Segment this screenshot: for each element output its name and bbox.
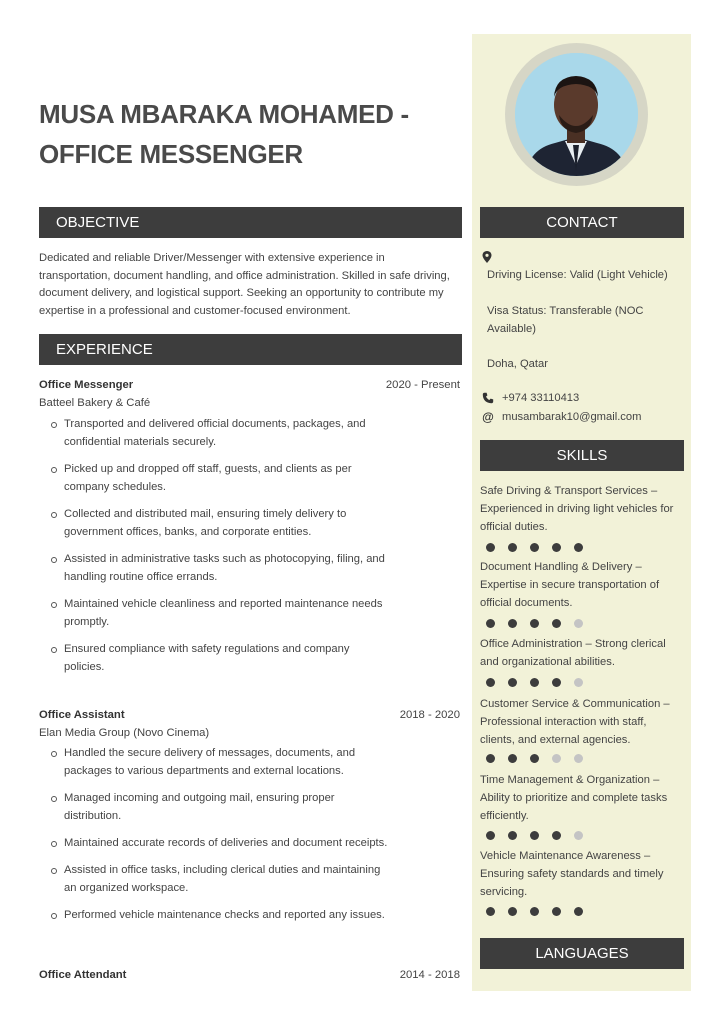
- map-pin-icon: [482, 251, 492, 263]
- rating-dot-empty: [574, 831, 583, 840]
- phone-icon: [480, 391, 496, 405]
- skill-description: Customer Service & Communication – Professional interaction with staff, clients, and external agencies.: [480, 698, 670, 746]
- contact-heading: CONTACT: [480, 207, 684, 238]
- visa-status-text: Visa Status: Transferable (NOC Available): [487, 305, 644, 335]
- page-title: [39, 94, 459, 174]
- rating-dot-filled: [552, 678, 561, 687]
- job-title: Office Attendant: [39, 969, 127, 981]
- job-company: Batteel Bakery & Café: [39, 397, 151, 409]
- email-text[interactable]: musambarak10@gmail.com: [502, 411, 642, 423]
- rating-dot-filled: [486, 907, 495, 916]
- rating-dot-filled: [486, 678, 495, 687]
- rating-dot-filled: [574, 543, 583, 552]
- phone-row: [480, 391, 579, 405]
- skill-description: Time Management & Organization – Ability to prioritize and complete tasks efficiently.: [480, 774, 668, 822]
- job-company: Elan Media Group (Novo Cinema): [39, 727, 210, 739]
- job-dates: 2018 - 2020: [399, 709, 460, 721]
- rating-dot-filled: [552, 543, 561, 552]
- list-item: Maintained accurate records of deliveries and document receipts.: [64, 834, 389, 852]
- job-title: Office Messenger: [39, 379, 134, 391]
- objective-text: Dedicated and reliable Driver/Messenger with extensive experience in transportation, document handling, and office administration. Skilled in safe driving, document delivery, and logistical support. Seeking an opportunity to contribute my expertise in a professional and customer-focused environment.: [39, 252, 450, 317]
- rating-dot-filled: [530, 678, 539, 687]
- rating-dot-filled: [508, 907, 517, 916]
- skill-rating: [486, 754, 596, 763]
- name-line-1: MUSA MBARAKA MOHAMED -: [39, 99, 409, 129]
- list-item: Picked up and dropped off staff, guests, and clients as per company schedules.: [64, 460, 389, 496]
- avatar: [515, 53, 638, 176]
- skill-description: Document Handling & Delivery – Expertise in secure transportation of official documents.: [480, 561, 660, 609]
- location-text: Doha, Qatar: [487, 358, 548, 370]
- job-dates: 2014 - 2018: [399, 969, 460, 981]
- skill-rating: [486, 831, 596, 840]
- skill-description: Vehicle Maintenance Awareness – Ensuring safety standards and timely servicing.: [480, 850, 664, 898]
- rating-dot-filled: [508, 543, 517, 552]
- rating-dot-empty: [574, 619, 583, 628]
- name-line-2: OFFICE MESSENGER: [39, 139, 303, 169]
- email-row: [480, 410, 641, 424]
- skill-description: Safe Driving & Transport Services – Experienced in driving light vehicles for official duties.: [480, 485, 674, 533]
- rating-dot-empty: [552, 754, 561, 763]
- rating-dot-filled: [508, 678, 517, 687]
- phone-text[interactable]: +974 33110413: [502, 392, 580, 404]
- driving-license-text: Driving License: Valid (Light Vehicle): [487, 269, 668, 281]
- skills-heading: SKILLS: [480, 440, 684, 471]
- job-bullet-list: [64, 415, 389, 685]
- objective-heading: OBJECTIVE: [39, 207, 462, 238]
- rating-dot-filled: [552, 619, 561, 628]
- rating-dot-filled: [486, 619, 495, 628]
- list-item: Transported and delivered official documents, packages, and confidential materials securely.: [64, 415, 389, 451]
- rating-dot-filled: [508, 619, 517, 628]
- rating-dot-filled: [530, 619, 539, 628]
- list-item: Ensured compliance with safety regulations and company policies.: [64, 640, 389, 676]
- list-item: Assisted in administrative tasks such as photocopying, filing, and handling routine office errands.: [64, 550, 389, 586]
- rating-dot-filled: [530, 907, 539, 916]
- rating-dot-empty: [574, 754, 583, 763]
- list-item: Collected and distributed mail, ensuring timely delivery to government offices, banks, and corporate entities.: [64, 505, 389, 541]
- experience-heading: EXPERIENCE: [39, 334, 462, 365]
- rating-dot-filled: [486, 543, 495, 552]
- skill-description: Office Administration – Strong clerical and organizational abilities.: [480, 638, 666, 668]
- job-dates: 2020 - Present: [385, 379, 460, 391]
- job-bullet-list: [64, 744, 389, 933]
- rating-dot-filled: [552, 907, 561, 916]
- list-item: Handled the secure delivery of messages, documents, and packages to various departments and external locations.: [64, 744, 389, 780]
- at-sign-icon: @: [482, 410, 494, 424]
- rating-dot-filled: [486, 831, 495, 840]
- rating-dot-filled: [552, 831, 561, 840]
- skill-rating: [486, 678, 596, 687]
- rating-dot-filled: [530, 754, 539, 763]
- list-item: Managed incoming and outgoing mail, ensuring proper distribution.: [64, 789, 389, 825]
- list-item: Performed vehicle maintenance checks and reported any issues.: [64, 906, 389, 924]
- rating-dot-empty: [574, 678, 583, 687]
- skill-rating: [486, 619, 596, 628]
- list-item: Maintained vehicle cleanliness and reported maintenance needs promptly.: [64, 595, 389, 631]
- list-item: Assisted in office tasks, including clerical duties and maintaining an organized workspace.: [64, 861, 389, 897]
- rating-dot-filled: [574, 907, 583, 916]
- skill-rating: [486, 907, 596, 916]
- job-title: Office Assistant: [39, 709, 125, 721]
- languages-heading: LANGUAGES: [480, 938, 684, 969]
- rating-dot-filled: [530, 831, 539, 840]
- skill-rating: [486, 543, 596, 552]
- rating-dot-filled: [508, 754, 517, 763]
- rating-dot-filled: [530, 543, 539, 552]
- rating-dot-filled: [508, 831, 517, 840]
- rating-dot-filled: [486, 754, 495, 763]
